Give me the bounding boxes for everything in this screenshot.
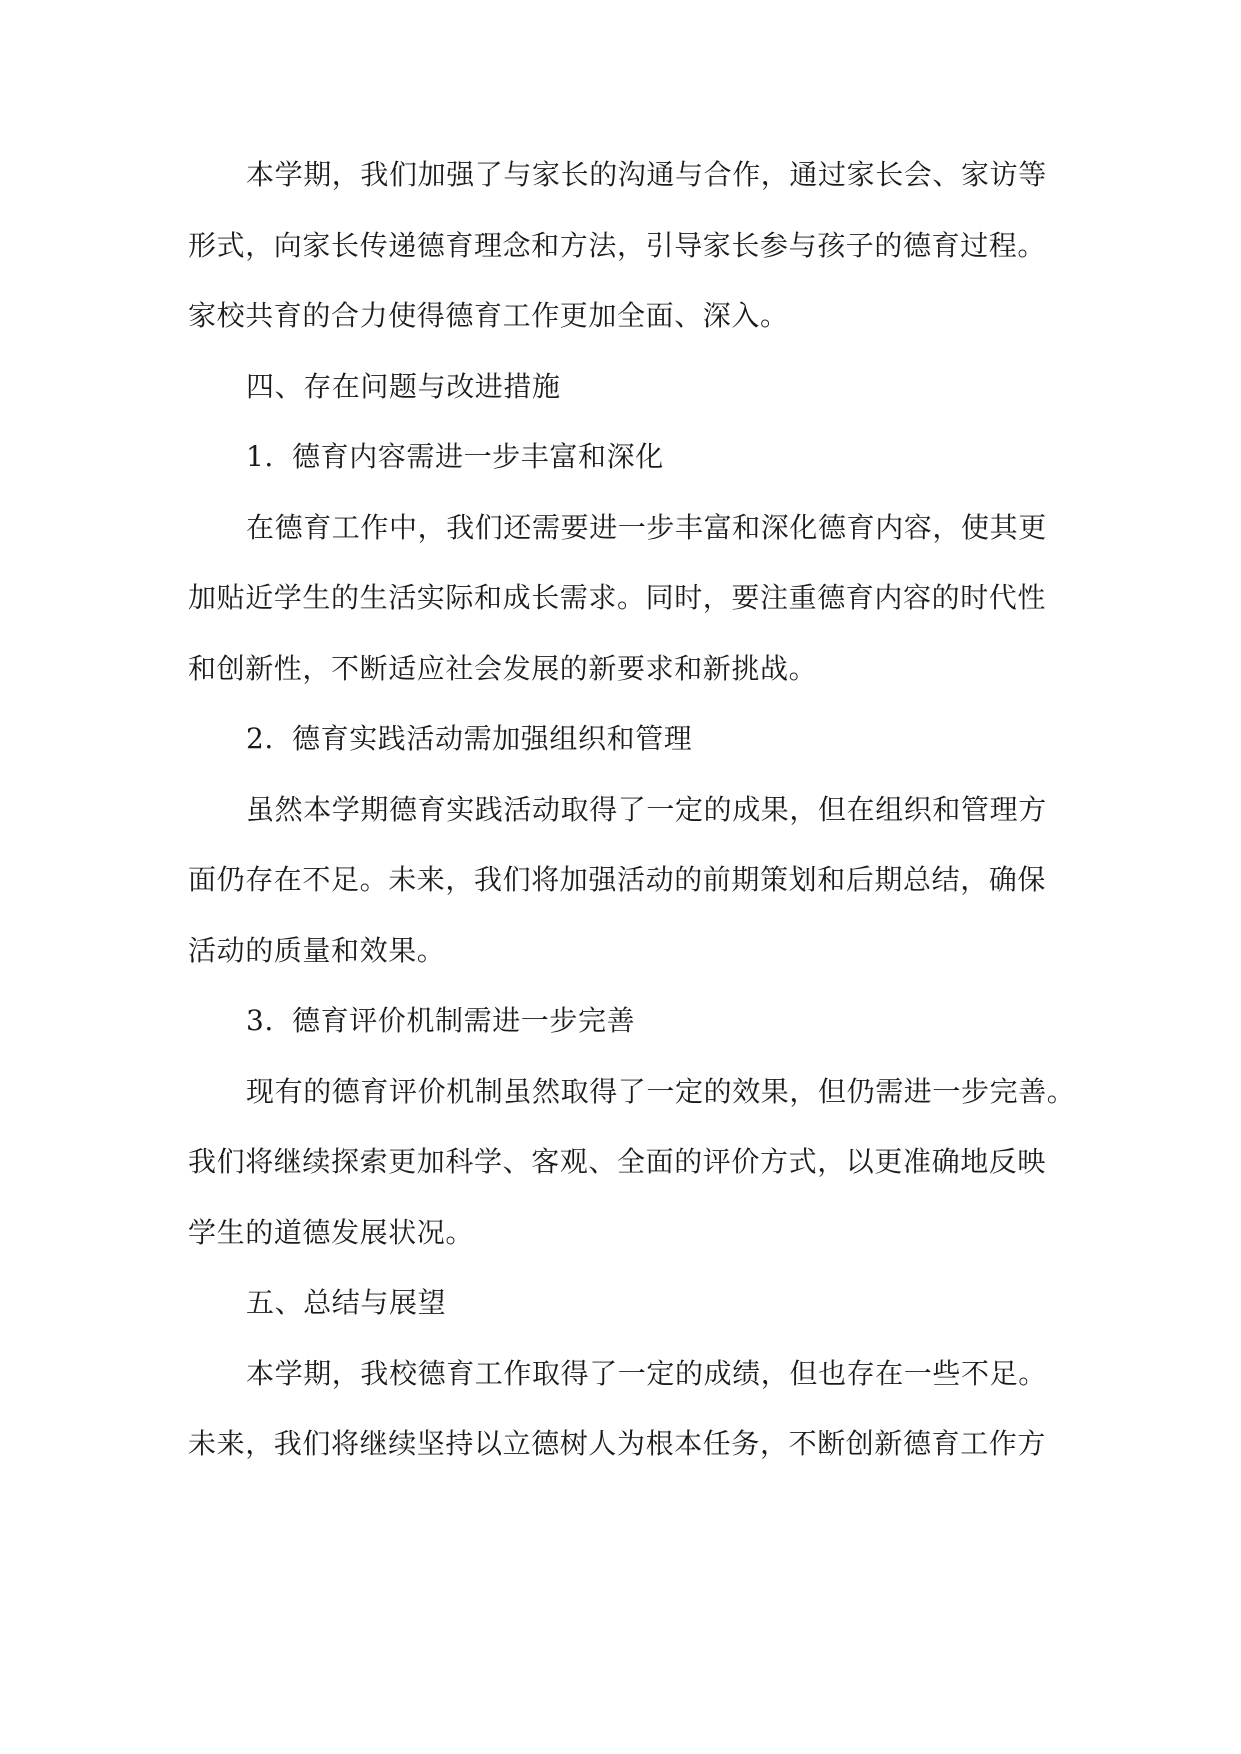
paragraph-line: 形式，向家长传递德育理念和方法，引导家长参与孩子的德育过程。 <box>188 228 1047 262</box>
subheading-1 <box>188 422 1058 493</box>
paragraph-line: 加贴近学生的生活实际和成长需求。同时，要注重德育内容的时代性 <box>188 581 1047 614</box>
section-heading: 四、存在问题与改进措施 <box>246 369 561 403</box>
paragraph-line: 现有的德育评价机制虽然取得了一定的效果，但仍需进一步完善。 <box>246 1074 1076 1108</box>
paragraph-line: 家校共育的合力使得德育工作更加全面、深入。 <box>188 299 789 332</box>
paragraph-line: 面仍存在不足。未来，我们将加强活动的前期策划和后期总结，确保 <box>188 863 1047 896</box>
paragraph-line: 本学期，我校德育工作取得了一定的成绩，但也存在一些不足。 <box>246 1356 1047 1390</box>
document-body <box>188 140 1076 1480</box>
paragraph-line: 未来，我们将继续坚持以立德树人为根本任务，不断创新德育工作方 <box>188 1427 1047 1460</box>
section-heading: 五、总结与展望 <box>246 1286 447 1319</box>
paragraph-line: 在德育工作中，我们还需要进一步丰富和深化德育内容，使其更 <box>246 510 1047 544</box>
subheading-text: 德育实践活动需加强组织和管理 <box>292 722 693 755</box>
paragraph-line: 虽然本学期德育实践活动取得了一定的成果，但在组织和管理方 <box>246 792 1047 826</box>
subheading-text: 德育内容需进一步丰富和深化 <box>292 440 664 473</box>
subheading-2 <box>188 704 1058 775</box>
subheading-text: 德育评价机制需进一步完善 <box>292 1004 636 1037</box>
item-number: 2. <box>246 722 274 755</box>
subheading-3 <box>188 986 1058 1057</box>
paragraph-line: 活动的质量和效果。 <box>188 933 446 967</box>
paragraph-line: 本学期，我们加强了与家长的沟通与合作，通过家长会、家访等 <box>246 158 1047 191</box>
item-number: 3. <box>246 1004 274 1037</box>
paragraph-line: 我们将继续探索更加科学、客观、全面的评价方式，以更准确地反映 <box>188 1145 1047 1178</box>
paragraph-line: 和创新性，不断适应社会发展的新要求和新挑战。 <box>188 651 818 685</box>
paragraph-line: 学生的道德发展状况。 <box>188 1215 475 1249</box>
item-number: 1. <box>246 440 274 473</box>
